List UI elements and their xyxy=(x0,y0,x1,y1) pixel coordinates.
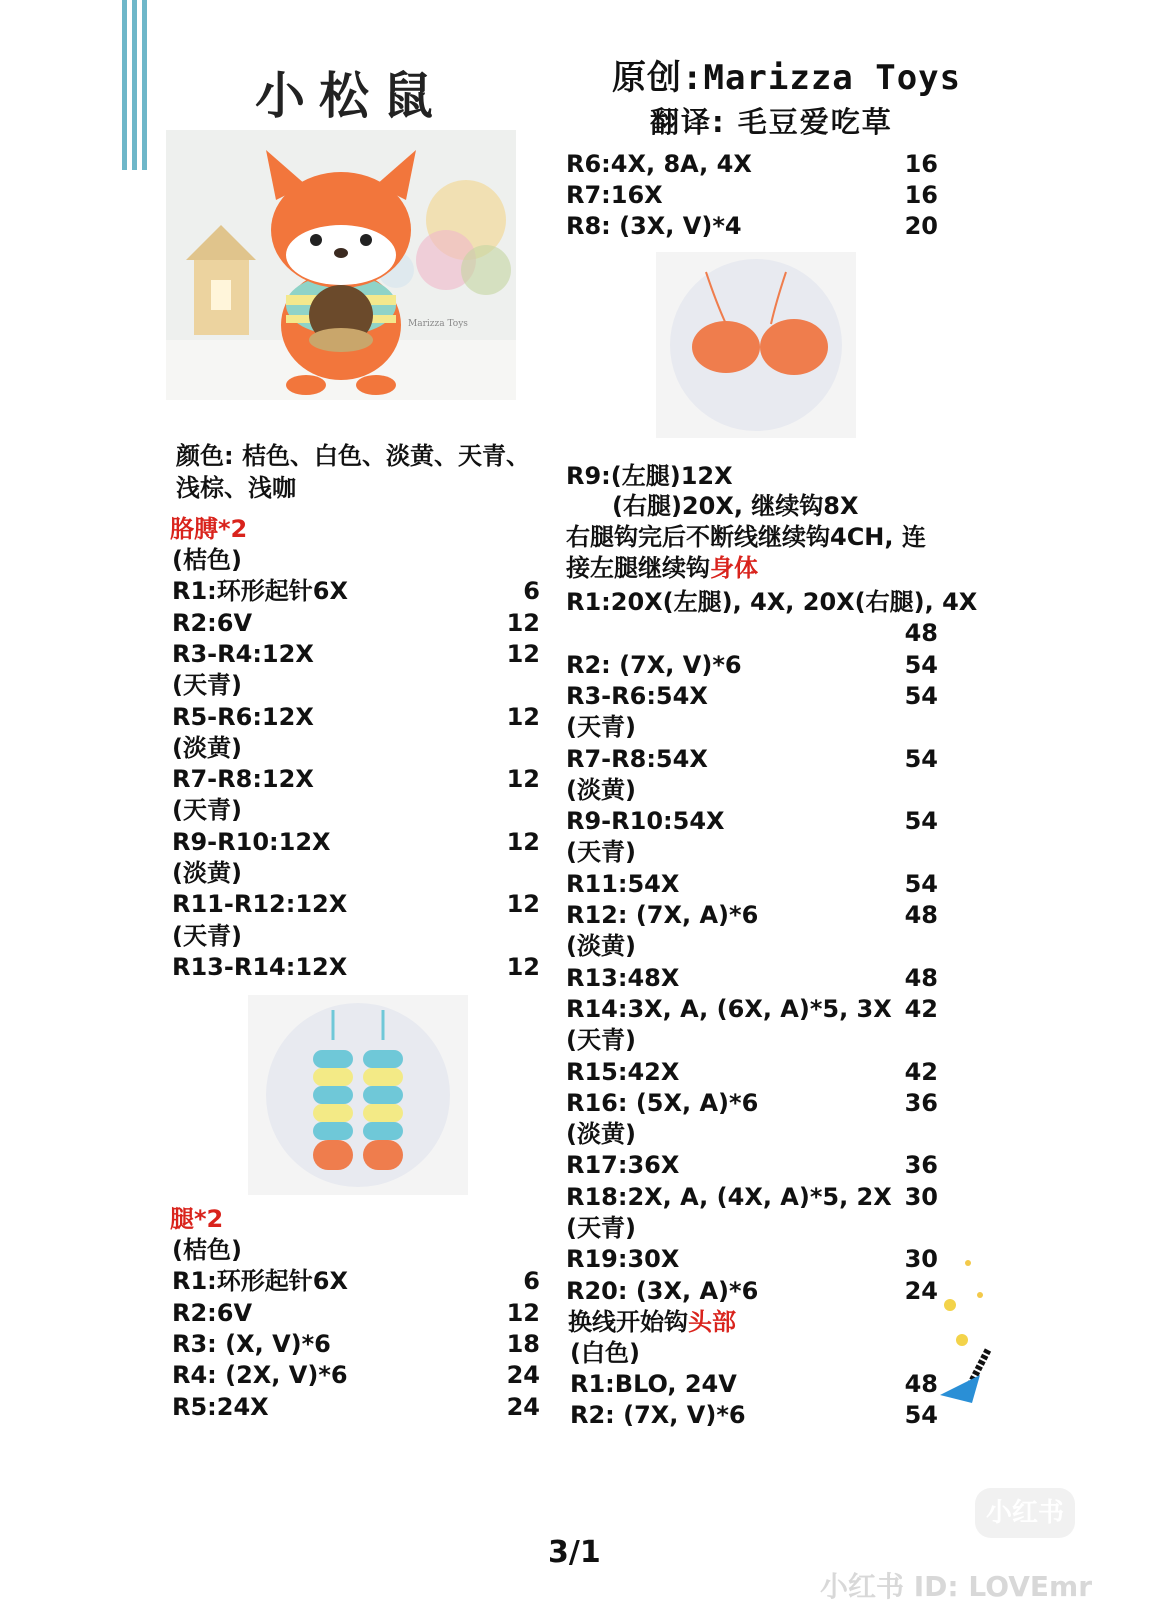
pattern-row: R3-R6:54X xyxy=(566,681,708,710)
stitch-count: 6 xyxy=(523,1267,540,1296)
pattern-row: (天青) xyxy=(172,796,242,825)
stitch-count: 24 xyxy=(506,1361,540,1390)
pattern-row: (天青) xyxy=(172,671,242,700)
pattern-row: R17:36X xyxy=(566,1151,680,1180)
stitch-count: 12 xyxy=(506,765,540,794)
xiaohongshu-logo: 小红书 xyxy=(975,1488,1075,1538)
r9-line4 xyxy=(566,554,758,582)
pattern-row: R7-R8:12X xyxy=(172,765,314,794)
stitch-count: 54 xyxy=(904,681,938,710)
pattern-row: (淡黄) xyxy=(566,932,636,961)
pattern-row: (天青) xyxy=(566,838,636,867)
pattern-row: (天青) xyxy=(566,1026,636,1055)
body-heading: 身体 xyxy=(710,554,758,582)
page-number: 3/1 xyxy=(548,1535,601,1570)
stitch-count: 42 xyxy=(904,994,938,1023)
pattern-row: R4: (2X, V)*6 xyxy=(172,1361,348,1390)
pattern-row: R11:54X xyxy=(566,869,680,898)
photo-watermark: Marizza Toys xyxy=(408,319,468,329)
stitch-count: 48 xyxy=(904,1370,938,1398)
stitch-count: 12 xyxy=(506,608,540,637)
pattern-row: (淡黄) xyxy=(566,1120,636,1149)
stitch-count: 48 xyxy=(904,619,938,648)
r9-line2: (右腿)20X, 继续钩8X xyxy=(612,492,859,520)
pattern-row: R2: (7X, V)*6 xyxy=(570,1401,746,1429)
stitch-count: 12 xyxy=(506,1298,540,1327)
pattern-row: R1:环形起针6X xyxy=(172,577,348,606)
stitch-count: 16 xyxy=(904,150,938,178)
head-red: 头部 xyxy=(688,1308,736,1336)
r9-line4-prefix: 接左腿继续钩 xyxy=(566,554,710,582)
pattern-row: R2: (7X, V)*6 xyxy=(566,650,742,679)
original-author: 原创:Marizza Toys xyxy=(612,58,962,98)
decorative-stripes xyxy=(122,0,152,170)
pattern-row: (天青) xyxy=(566,713,636,742)
pattern-row: R9-R10:54X xyxy=(566,807,725,836)
pattern-row: R19:30X xyxy=(566,1245,680,1274)
stitch-count: 48 xyxy=(904,963,938,992)
stitch-count: 12 xyxy=(506,702,540,731)
pattern-row: (天青) xyxy=(566,1214,636,1242)
page-title: 小松鼠 xyxy=(255,66,447,125)
watermark-id: 小红书 ID: LOVEmr xyxy=(820,1570,1093,1603)
pattern-row: (白色) xyxy=(570,1339,640,1367)
colors-list: 颜色: 桔色、白色、淡黄、天青、浅棕、浅咖 xyxy=(176,442,530,502)
stitch-count: 24 xyxy=(506,1392,540,1421)
legs-heading: 腿*2 xyxy=(170,1205,224,1233)
stitch-count: 54 xyxy=(904,744,938,773)
head-prefix: 换线开始钩 xyxy=(568,1308,688,1336)
pattern-row: R11-R12:12X xyxy=(172,890,348,919)
arms-heading: 胳膊*2 xyxy=(170,515,248,543)
pattern-row: R2:6V xyxy=(172,608,253,637)
pattern-row: R7:16X xyxy=(566,181,663,209)
pattern-row: R13:48X xyxy=(566,963,680,992)
stitch-count: 54 xyxy=(904,869,938,898)
stitch-count: 54 xyxy=(904,1401,938,1429)
pattern-row: (桔色) xyxy=(172,546,242,574)
stitch-count: 18 xyxy=(506,1329,540,1358)
legs-photo xyxy=(656,252,856,438)
stitch-count: 48 xyxy=(904,901,938,929)
magic-wand-icon xyxy=(930,1255,1000,1405)
stitch-count: 12 xyxy=(506,827,540,856)
pattern-row: R6:4X, 8A, 4X xyxy=(566,150,752,178)
pattern-row: (桔色) xyxy=(172,1236,242,1264)
pattern-row: R13-R14:12X xyxy=(172,952,348,981)
stitch-count: 54 xyxy=(904,650,938,679)
translator: 翻译: 毛豆爱吃草 xyxy=(650,105,893,139)
pattern-row: (天青) xyxy=(172,921,242,950)
pattern-row: R1:环形起针6X xyxy=(172,1267,348,1296)
stitch-count: 16 xyxy=(904,181,938,209)
squirrel-photo xyxy=(166,130,516,400)
pattern-row: R5:24X xyxy=(172,1392,269,1421)
pattern-row: R8: (3X, V)*4 xyxy=(566,212,742,240)
pattern-row: R18:2X, A, (4X, A)*5, 2X xyxy=(566,1182,892,1211)
arms-photo xyxy=(248,995,468,1195)
pattern-row: (淡黄) xyxy=(172,733,242,762)
stitch-count: 54 xyxy=(904,807,938,836)
head-heading xyxy=(568,1308,736,1336)
stitch-count: 12 xyxy=(506,639,540,668)
r9-line3: 右腿钩完后不断线继续钩4CH, 连 xyxy=(566,523,926,551)
stitch-count: 20 xyxy=(904,212,938,240)
pattern-row: (淡黄) xyxy=(172,859,242,887)
pattern-row: R7-R8:54X xyxy=(566,744,708,773)
pattern-row: R12: (7X, A)*6 xyxy=(566,901,759,929)
stitch-count: 24 xyxy=(904,1276,938,1305)
pattern-row: R1:20X(左腿), 4X, 20X(右腿), 4X xyxy=(566,588,978,616)
stitch-count: 30 xyxy=(904,1245,938,1274)
pattern-row: R3: (X, V)*6 xyxy=(172,1329,331,1358)
pattern-row: R1:BLO, 24V xyxy=(570,1370,737,1398)
stitch-count: 12 xyxy=(506,890,540,919)
pattern-row: R3-R4:12X xyxy=(172,639,314,668)
pattern-row: R5-R6:12X xyxy=(172,702,314,731)
pattern-row: (淡黄) xyxy=(566,775,636,804)
stitch-count: 36 xyxy=(904,1151,938,1180)
r9-line1: R9:(左腿)12X xyxy=(566,462,733,490)
pattern-row: R9-R10:12X xyxy=(172,827,331,856)
stitch-count: 30 xyxy=(904,1182,938,1211)
stitch-count: 36 xyxy=(904,1088,938,1117)
stitch-count: 42 xyxy=(904,1057,938,1086)
pattern-row: R14:3X, A, (6X, A)*5, 3X xyxy=(566,994,892,1023)
pattern-row: R2:6V xyxy=(172,1298,253,1327)
stitch-count: 12 xyxy=(506,952,540,981)
pattern-row: R20: (3X, A)*6 xyxy=(566,1276,759,1305)
pattern-row: R15:42X xyxy=(566,1057,680,1086)
stitch-count: 6 xyxy=(523,577,540,606)
pattern-row: R16: (5X, A)*6 xyxy=(566,1088,759,1117)
